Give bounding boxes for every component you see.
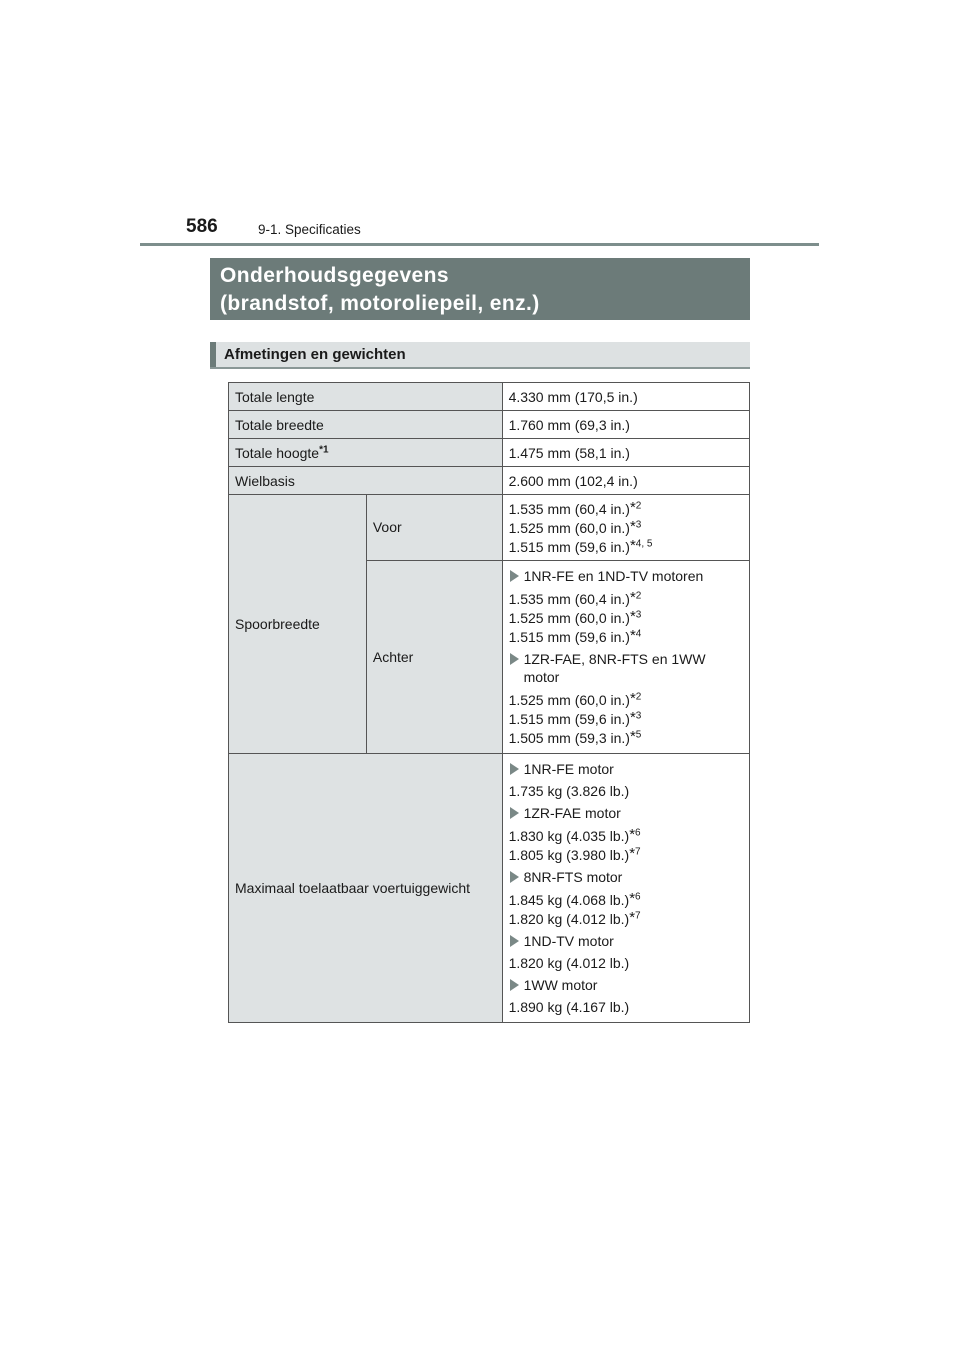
value-line bbox=[509, 518, 743, 537]
page-number: 586 bbox=[186, 216, 218, 237]
value-line bbox=[509, 954, 743, 972]
track-front-label: Voor bbox=[366, 495, 502, 561]
footnote-star: * bbox=[629, 709, 636, 726]
engine-name: 1ND-TV motor bbox=[523, 933, 614, 949]
engine-name: 1ZR-FAE motor bbox=[523, 805, 621, 821]
section-title-line2: (brandstof, motoroliepeil, enz.) bbox=[220, 292, 540, 315]
row-label: Totale hoogte bbox=[235, 444, 320, 461]
footnote-marker: *1 bbox=[319, 443, 329, 455]
footnote-number: 3 bbox=[635, 519, 642, 531]
dimensions-table bbox=[228, 382, 750, 1023]
triangle-bullet-icon bbox=[510, 653, 519, 665]
footnote-number: 7 bbox=[635, 910, 641, 922]
footnote-star: * bbox=[629, 826, 636, 843]
engine-heading bbox=[509, 932, 743, 950]
footnote-number: 2 bbox=[635, 691, 642, 703]
subsection-heading bbox=[210, 342, 750, 369]
value-line bbox=[509, 909, 743, 928]
footnote-number: 4, 5 bbox=[635, 538, 653, 550]
value-text: 1.515 mm (59,6 in.) bbox=[508, 711, 630, 727]
table-row bbox=[229, 439, 750, 467]
row-label: Wielbasis bbox=[229, 467, 503, 495]
engine-heading bbox=[509, 976, 743, 994]
triangle-bullet-icon bbox=[510, 871, 519, 883]
value-text: 1.845 kg (4.068 lb.) bbox=[508, 892, 630, 908]
value-text: 1.505 mm (59,3 in.) bbox=[508, 730, 630, 746]
value-text: 1.525 mm (60,0 in.) bbox=[508, 692, 630, 708]
value-list bbox=[509, 499, 743, 556]
value-line bbox=[509, 627, 743, 646]
value-text: 1.820 kg (4.012 lb.) bbox=[508, 955, 630, 971]
footnote-star: * bbox=[629, 589, 636, 606]
footnote-star: * bbox=[629, 499, 636, 516]
row-value: 1.475 mm (58,1 in.) bbox=[502, 439, 749, 467]
row-label-cell bbox=[229, 439, 503, 467]
engine-heading: 1ZR-FAE, 8NR-FTS en 1WW motor bbox=[509, 650, 743, 686]
value-line bbox=[509, 709, 743, 728]
footnote-number: 3 bbox=[635, 609, 642, 621]
footnote-star: * bbox=[629, 518, 636, 535]
table-row bbox=[229, 754, 750, 1023]
section-title bbox=[210, 258, 750, 320]
value-text: 1.805 kg (3.980 lb.) bbox=[508, 847, 630, 863]
triangle-bullet-icon bbox=[510, 807, 519, 819]
footnote-star: * bbox=[629, 845, 636, 862]
footnote-star: * bbox=[629, 608, 636, 625]
value-list bbox=[509, 690, 743, 747]
engine-heading bbox=[509, 868, 743, 886]
value-text: 1.820 kg (4.012 lb.) bbox=[508, 911, 630, 927]
value-text: 1.525 mm (60,0 in.) bbox=[508, 520, 630, 536]
footnote-number: 5 bbox=[635, 729, 642, 741]
subsection-accent bbox=[210, 342, 216, 367]
engine-heading: 1NR-FE en 1ND-TV motoren bbox=[509, 567, 743, 585]
footnote-star: * bbox=[629, 890, 636, 907]
value-line bbox=[509, 826, 743, 845]
value-text: 1.535 mm (60,4 in.) bbox=[508, 591, 630, 607]
footnote-star: * bbox=[629, 728, 636, 745]
engine-name: 8NR-FTS motor bbox=[523, 869, 623, 885]
track-rear-values bbox=[502, 561, 749, 754]
value-text: 1.735 kg (3.826 lb.) bbox=[508, 783, 630, 799]
footnote-number: 4 bbox=[635, 628, 642, 640]
header-divider bbox=[140, 243, 819, 246]
value-line bbox=[509, 782, 743, 800]
value-line bbox=[509, 998, 743, 1016]
table-row bbox=[229, 467, 750, 495]
value-list bbox=[509, 589, 743, 646]
value-text: 1.890 kg (4.167 lb.) bbox=[508, 999, 630, 1015]
footnote-number: 6 bbox=[635, 827, 641, 839]
table-row bbox=[229, 495, 750, 561]
row-label: Totale lengte bbox=[229, 383, 503, 411]
engine-heading bbox=[509, 760, 743, 778]
gvw-values bbox=[502, 754, 749, 1023]
footnote-star: * bbox=[629, 537, 636, 554]
value-text: 1.535 mm (60,4 in.) bbox=[508, 501, 630, 517]
track-front-values bbox=[502, 495, 749, 561]
row-label: Totale breedte bbox=[229, 411, 503, 439]
value-line bbox=[509, 499, 743, 518]
triangle-bullet-icon bbox=[510, 979, 519, 991]
value-text: 1.525 mm (60,0 in.) bbox=[508, 610, 630, 626]
value-line bbox=[509, 690, 743, 709]
footnote-number: 3 bbox=[635, 710, 642, 722]
gvw-list bbox=[509, 760, 743, 1016]
triangle-bullet-icon bbox=[510, 935, 519, 947]
track-rear-label: Achter bbox=[366, 561, 502, 754]
triangle-bullet-icon bbox=[510, 570, 519, 582]
footnote-number: 2 bbox=[635, 500, 642, 512]
value-line bbox=[509, 589, 743, 608]
footnote-number: 2 bbox=[635, 590, 642, 602]
footnote-star: * bbox=[629, 627, 636, 644]
engine-heading bbox=[509, 804, 743, 822]
section-reference: 9-1. Specificaties bbox=[258, 222, 361, 237]
engine-name: 1WW motor bbox=[523, 977, 598, 993]
value-text: 1.515 mm (59,6 in.) bbox=[508, 629, 630, 645]
footnote-star: * bbox=[629, 909, 636, 926]
table-row bbox=[229, 383, 750, 411]
table-row bbox=[229, 411, 750, 439]
value-line bbox=[509, 890, 743, 909]
subsection-label: Afmetingen en gewichten bbox=[224, 346, 406, 363]
value-line bbox=[509, 728, 743, 747]
engine-name: 1NR-FE motor bbox=[523, 761, 614, 777]
footnote-star: * bbox=[629, 690, 636, 707]
value-text: 1.830 kg (4.035 lb.) bbox=[508, 828, 630, 844]
row-value: 2.600 mm (102,4 in.) bbox=[502, 467, 749, 495]
triangle-bullet-icon bbox=[510, 763, 519, 775]
value-line bbox=[509, 608, 743, 627]
track-label: Spoorbreedte bbox=[229, 495, 367, 754]
value-line bbox=[509, 537, 743, 556]
footnote-number: 7 bbox=[635, 846, 641, 858]
row-value: 4.330 mm (170,5 in.) bbox=[502, 383, 749, 411]
section-title-line1: Onderhoudsgegevens bbox=[220, 264, 449, 287]
row-value: 1.760 mm (69,3 in.) bbox=[502, 411, 749, 439]
value-line bbox=[509, 845, 743, 864]
gvw-label: Maximaal toelaatbaar voertuiggewicht bbox=[229, 754, 503, 1023]
footnote-number: 6 bbox=[635, 891, 641, 903]
value-text: 1.515 mm (59,6 in.) bbox=[508, 539, 630, 555]
